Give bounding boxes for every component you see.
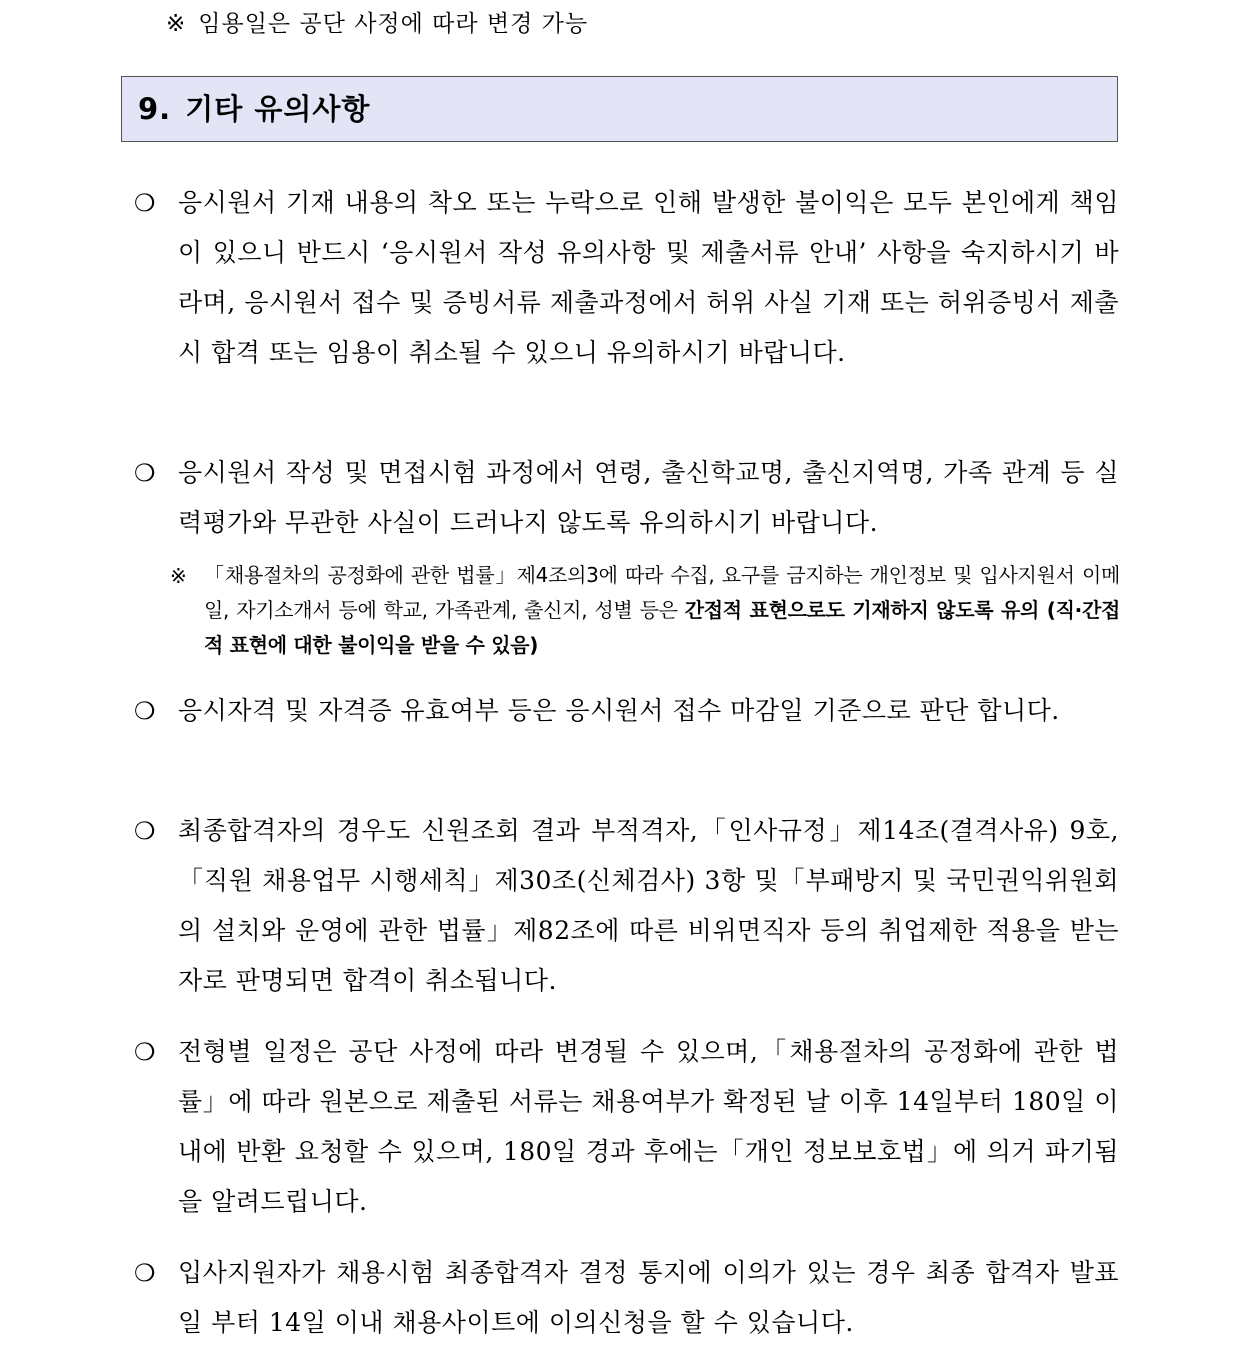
section-title [138, 89, 370, 129]
notice-text: 최종합격자의 경우도 신원조회 결과 부적격자,「인사규정」제14조(결격사유) 9호,「직원 채용업무 시행세칙」제30조(신체검사) 3항 및「부패방지 및 국민권익위원회의 설치와 운영에 관한 법률」제82조에 따른 비위면직자 등의 취업제한 적용을 받는 자로 판명되면 합격이 취소됩니다. [178, 816, 1119, 995]
notice-item-document-return [134, 1027, 1119, 1227]
notice-text: 응시원서 작성 및 면접시험 과정에서 연령, 출신학교명, 출신지역명, 가족 관계 등 실력평가와 무관한 사실이 드러나지 않도록 유의하시기 바랍니다. [178, 458, 1119, 537]
circle-bullet-icon: ❍ [134, 817, 156, 845]
circle-bullet-icon: ❍ [134, 459, 156, 487]
notice-item-application-errors [134, 178, 1119, 378]
notice-item-eligibility [134, 686, 1119, 736]
top-note [166, 8, 588, 40]
sub-note-text-normal: 「채용절차의 공정화에 관한 법률」제4조의3에 따라 수집, 요구를 금지하는 개인정보 및 입사지원서 이메일, 자기소개서 등에 학교, 가족관계, 출신지, 성별 등은 [204, 563, 1120, 622]
notice-item-objection [134, 1248, 1119, 1348]
sub-note-text [204, 558, 1120, 663]
notice-text: 응시원서 기재 내용의 착오 또는 누락으로 인해 발생한 불이익은 모두 본인에게 책임이 있으니 반드시 ‘응시원서 작성 유의사항 및 제출서류 안내’ 사항을 숙지하시기 바라며, 응시원서 접수 및 증빙서류 제출과정에서 허위 사실 기재 또는 허위증빙서 제출 시 합격 또는 임용이 취소될 수 있으니 유의하시기 바랍니다. [178, 188, 1119, 367]
notice-item-disqualification [134, 806, 1119, 1006]
section-number: 9. [138, 92, 172, 126]
circle-bullet-icon: ❍ [134, 189, 156, 217]
top-note-text: 임용일은 공단 사정에 따라 변경 가능 [198, 11, 589, 37]
sub-note-personal-info [170, 558, 1120, 663]
notice-text: 입사지원자가 채용시험 최종합격자 결정 통지에 이의가 있는 경우 최종 합격자 발표일 부터 14일 이내 채용사이트에 이의신청을 할 수 있습니다. [178, 1258, 1119, 1337]
notice-item-blind-hiring [134, 448, 1119, 548]
notice-text: 응시자격 및 자격증 유효여부 등은 응시원서 접수 마감일 기준으로 판단 합니다. [178, 696, 1060, 725]
reference-mark: ※ [166, 11, 187, 37]
circle-bullet-icon: ❍ [134, 1259, 156, 1287]
section-title-text: 기타 유의사항 [185, 92, 371, 126]
circle-bullet-icon: ❍ [134, 697, 156, 725]
circle-bullet-icon: ❍ [134, 1038, 156, 1066]
section-header [121, 76, 1118, 142]
notice-text: 전형별 일정은 공단 사정에 따라 변경될 수 있으며,「채용절차의 공정화에 관한 법률」에 따라 원본으로 제출된 서류는 채용여부가 확정된 날 이후 14일부터 180일 이내에 반환 요청할 수 있으며, 180일 경과 후에는「개인 정보보호법」에 의거 파기됨을 알려드립니다. [178, 1037, 1119, 1216]
reference-mark: ※ [170, 564, 187, 588]
sub-note-text-bold: 간접적 표현으로도 기재하지 않도록 유의 (직·간접적 표현에 대한 불이익을 받을 수 있음) [204, 598, 1120, 657]
